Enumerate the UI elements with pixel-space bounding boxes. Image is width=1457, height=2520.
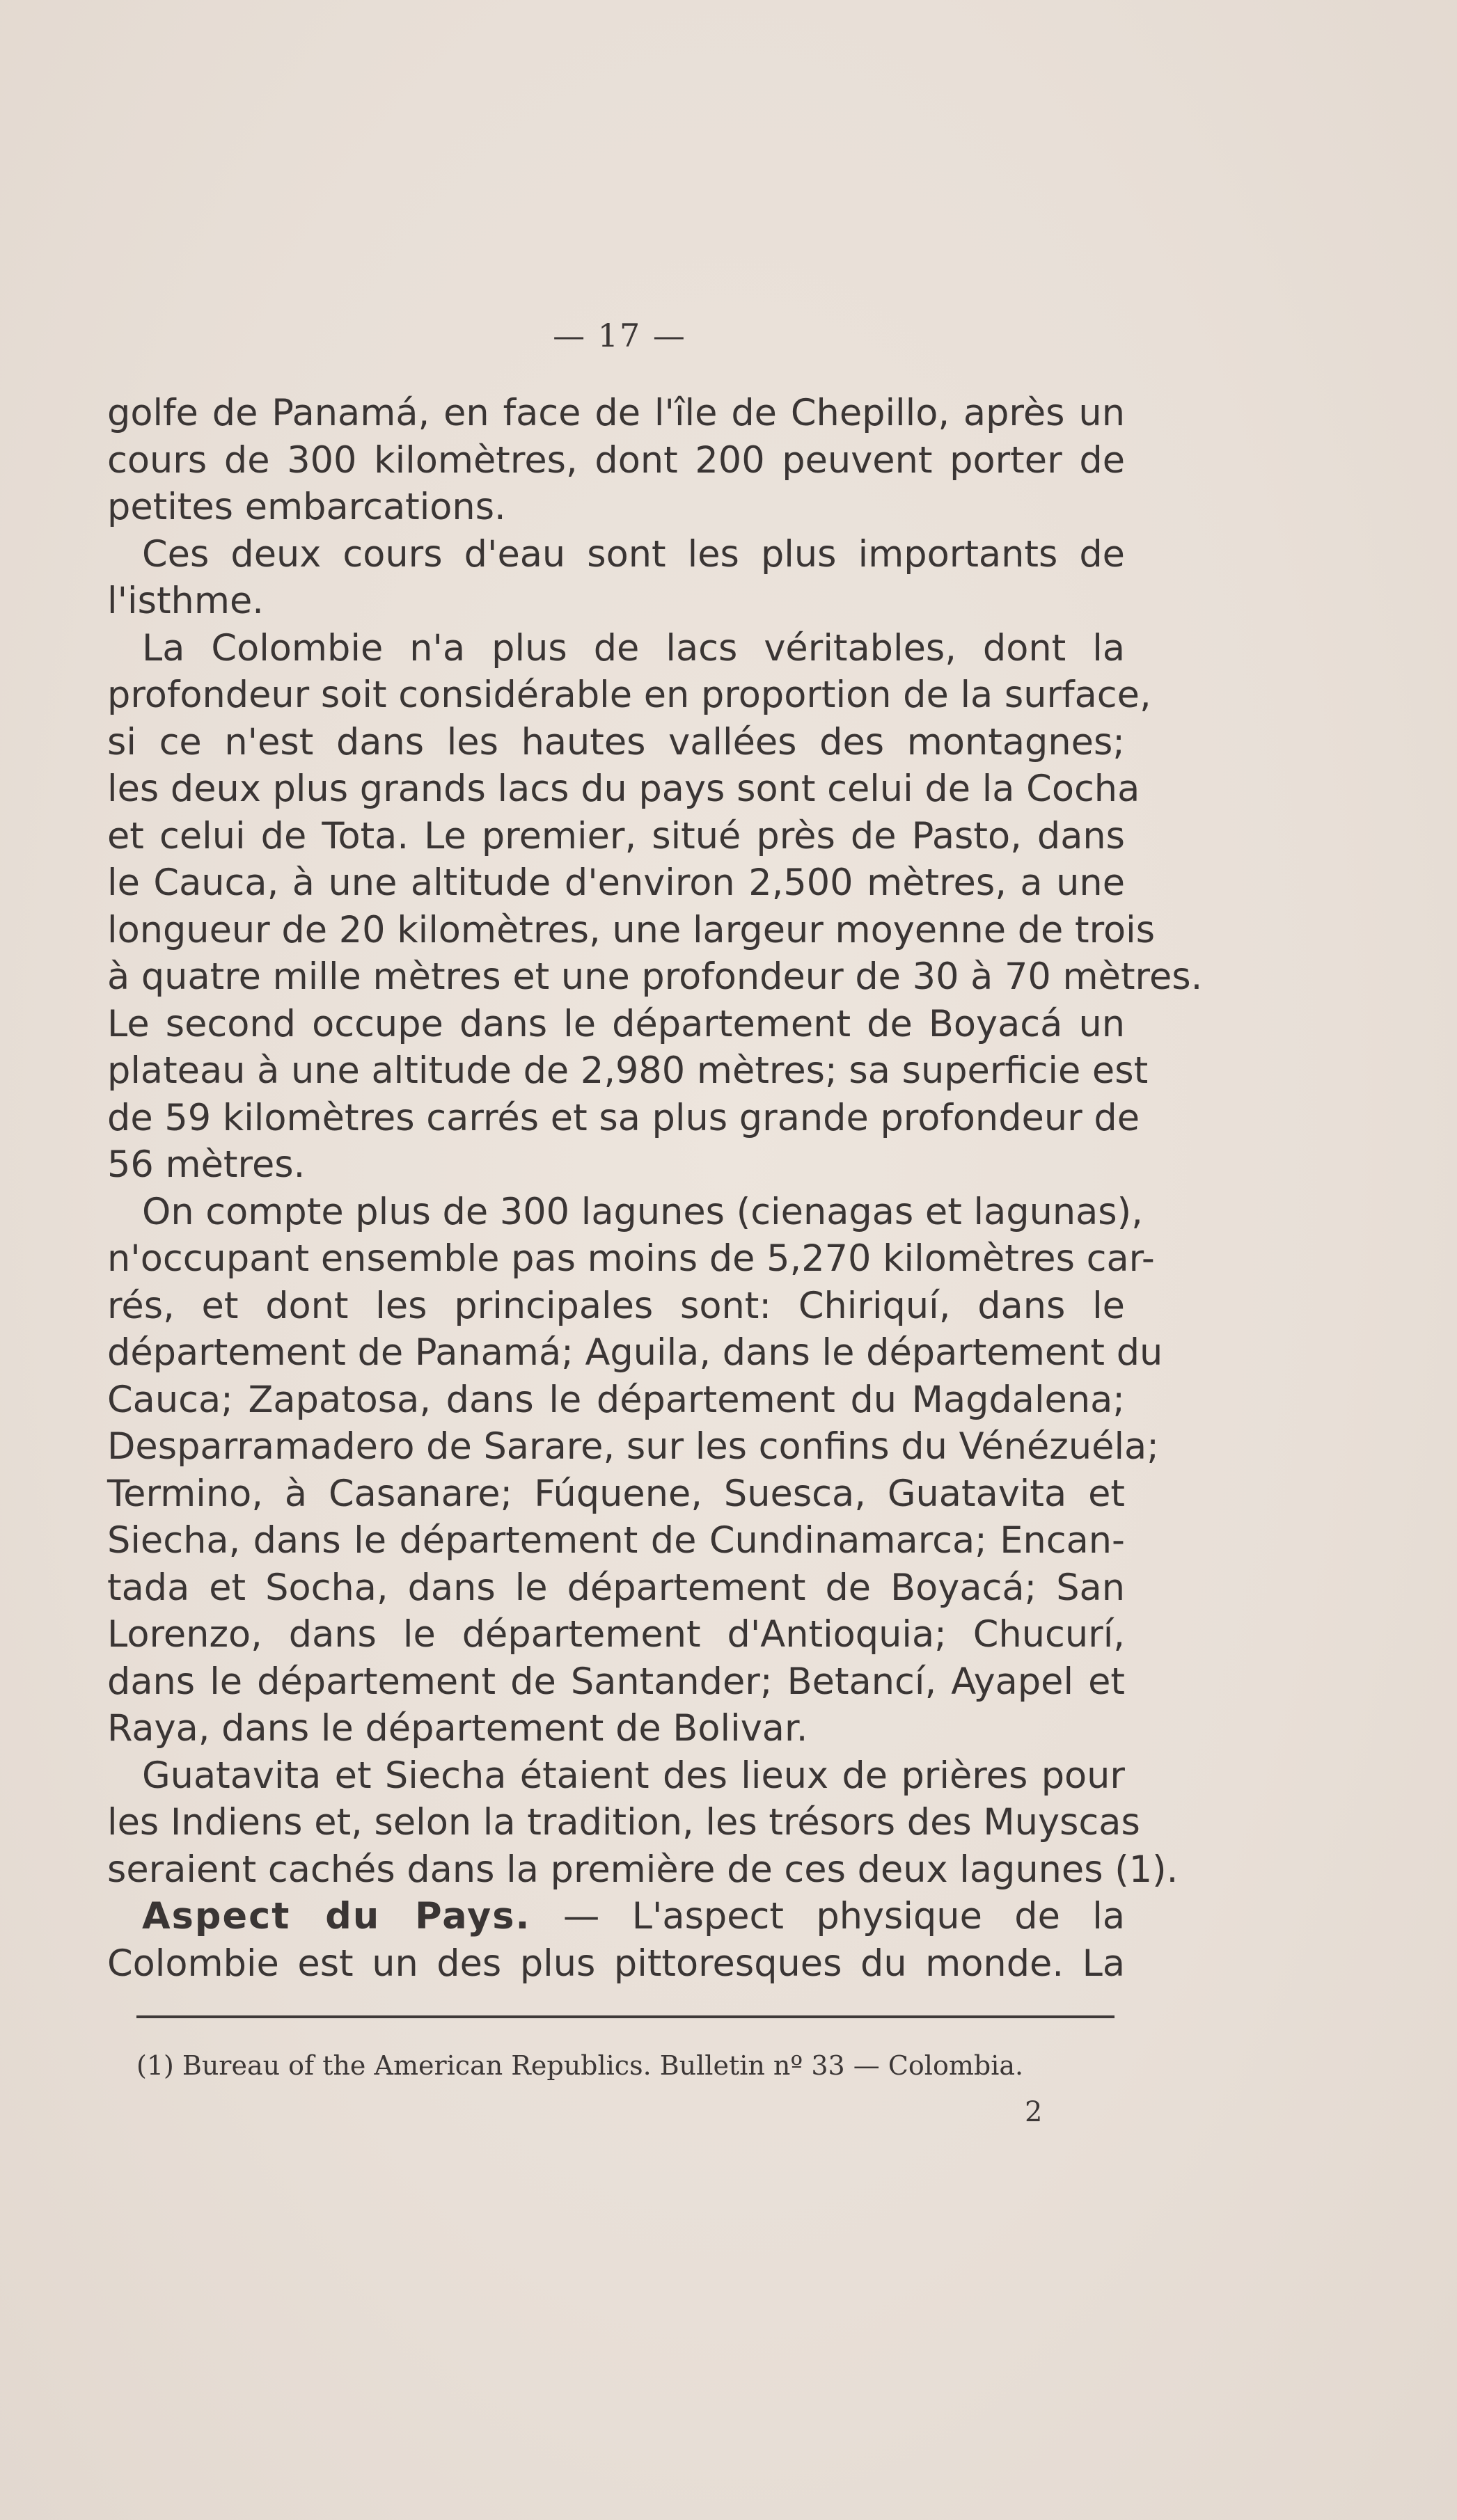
text-line: 56 mètres. (107, 1143, 306, 1186)
text-line: tada et Socha, dans le département de Boyacá; San (107, 1566, 1125, 1609)
text-line: longueur de 20 kilomètres, une largeur moyenne de trois (107, 908, 1156, 951)
text-line: département de Panamá; Aguila, dans le département du (107, 1331, 1163, 1374)
text-line: Ces deux cours d'eau sont les plus importants de (142, 532, 1125, 576)
text-line: plateau à une altitude de 2,980 mètres; sa superficie est (107, 1049, 1149, 1092)
text-line: les Indiens et, selon la tradition, les trésors des Muyscas (107, 1801, 1140, 1844)
text-line: dans le département de Santander; Betancí, Ayapel et (107, 1660, 1125, 1703)
text-line: profondeur soit considérable en proportion de la surface, (107, 674, 1151, 716)
text-line: On compte plus de 300 lagunes (cienagas et lagunas), (142, 1190, 1143, 1233)
text-line: seraient cachés dans la première de ces deux lagunes (1). (107, 1848, 1179, 1891)
footnote-divider (136, 2015, 1115, 2018)
text-line: et celui de Tota. Le premier, situé près de Pasto, dans (107, 814, 1125, 857)
text-line: n'occupant ensemble pas moins de 5,270 kilomètres car- (107, 1237, 1155, 1280)
text-line: petites embarcations. (107, 486, 506, 528)
text-line: Desparramadero de Sarare, sur les confins du Vénézuéla; (107, 1425, 1159, 1468)
text-line: golfe de Panamá, en face de l'île de Chepillo, après un (107, 392, 1125, 434)
text-line: cours de 300 kilomètres, dont 200 peuvent porter de (107, 438, 1125, 482)
section-heading-line (107, 1893, 1125, 1940)
text-line: Termino, à Casanare; Fúquene, Suesca, Guatavita et (107, 1472, 1125, 1515)
footnote: (1) Bureau of the American Republics. Bulletin nº 33 — Colombia. (136, 2050, 1024, 2081)
text-line: Le second occupe dans le département de Boyacá un (107, 1002, 1125, 1045)
text-line: l'isthme. (107, 580, 264, 622)
text-line: à quatre mille mètres et une profondeur de 30 à 70 mètres. (107, 956, 1203, 998)
body-text (107, 390, 1203, 1987)
text-line: si ce n'est dans les hautes vallées des montagnes; (107, 720, 1125, 763)
text-line: de 59 kilomètres carrés et sa plus grande profondeur de (107, 1096, 1140, 1139)
text-line: le Cauca, à une altitude d'environ 2,500 mètres, a une (107, 862, 1125, 904)
text-line: La Colombie n'a plus de lacs véritables, dont la (142, 626, 1125, 669)
text-line: Colombie est un des plus pittoresques du monde. La (107, 1942, 1125, 1985)
text-line: Lorenzo, dans le département d'Antioquia; Chucurí, (107, 1613, 1125, 1656)
text-line: Raya, dans le département de Bolivar. (107, 1707, 808, 1750)
text-line: Cauca; Zapatosa, dans le département du Magdalena; (107, 1378, 1125, 1421)
text-line: rés, et dont les principales sont: Chiriquí, dans le (107, 1284, 1125, 1327)
text-line: Siecha, dans le département de Cundinamarca; Encan- (107, 1519, 1125, 1562)
text-line: Guatavita et Siecha étaient des lieux de prières pour (142, 1754, 1125, 1797)
section-heading-continuation: — L'aspect physique de la (530, 1895, 1125, 1937)
page-number: — 17 — (553, 317, 686, 354)
signature-mark: 2 (1025, 2096, 1043, 2128)
section-heading: Aspect du Pays. (142, 1895, 531, 1937)
text-line: les deux plus grands lacs du pays sont celui de la Cocha (107, 768, 1140, 810)
